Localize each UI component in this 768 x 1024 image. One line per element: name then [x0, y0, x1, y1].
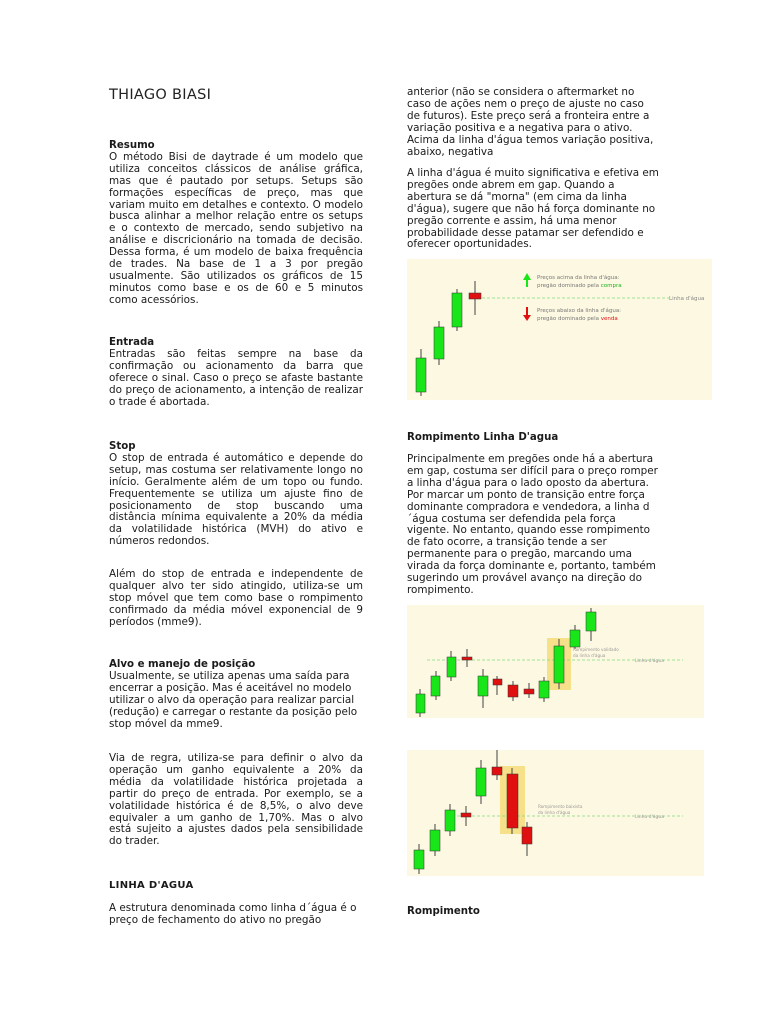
candle-bear: [524, 689, 534, 694]
candle-bear: [508, 685, 518, 697]
below-caption-2: pregão dominado pela venda: [537, 316, 618, 322]
note-line-2: da linha d'água: [573, 653, 606, 658]
candlestick-illustration-2: [407, 605, 704, 718]
candle-bear: [522, 827, 532, 844]
arrow-down-icon: [523, 315, 531, 321]
candle-bear: [493, 679, 502, 685]
linha-dagua-label: Linha d'água: [635, 815, 664, 820]
heading-resumo: Resumo: [109, 140, 155, 151]
arrow-up-icon: [523, 273, 531, 280]
candle-bear-breakdown: [507, 774, 518, 828]
candle-bull: [478, 676, 488, 696]
candle-bull: [434, 327, 444, 359]
text-stop: O stop de entrada é automático e depende do setup, mas costuma ser relativamente longo no início. Geralmente além de um topo ou fundo. Frequentemente se utiliza um ajuste fino de posicionamento de stop buscando uma distância mínima equivalente a 20% da média da volatilidade histórica (MVH) do ativo e números redondos.: [109, 451, 363, 548]
candle-bull: [416, 358, 426, 392]
figure-rompimento-altista: [407, 605, 704, 718]
candle-bull: [452, 293, 462, 327]
candlestick-illustration-1: [407, 259, 712, 400]
section-resumo: [109, 140, 363, 307]
candle-bull: [539, 681, 549, 698]
heading-alvo: Alvo e manejo de posição: [109, 659, 256, 670]
candle-bull: [445, 810, 455, 831]
note-line-1: Rompimento validado: [573, 647, 619, 652]
figure-linha-dagua: [407, 259, 712, 400]
candle-bull: [430, 830, 440, 851]
candle-bull: [431, 676, 440, 696]
paragraph-linha-dagua-continued: anterior (não se considera o aftermarket no caso de ações nem o preço de ajuste no caso de futuros). Este preço será a fronteira entre a variação positiva e a negativa para o ativo. Acima da linha d'água temos variação positiva, abaixo, negativa: [407, 86, 654, 158]
candlestick-illustration-3: [407, 750, 704, 876]
linha-dagua-label: Linha d'água: [635, 659, 664, 664]
candle-bear: [462, 657, 472, 660]
candle-bull: [414, 850, 424, 869]
text-entrada: Entradas são feitas sempre na base da confirmação ou acionamento da barra que oferece o sinal. Caso o preço se afaste bastante do preço de acionamento, a intenção de realizar o trade é abortada.: [109, 347, 363, 408]
section-alvo: [109, 659, 363, 730]
candle-bull: [476, 768, 486, 796]
paragraph-rompimento-linha-dagua: Principalmente em pregões onde há a abertura em gap, costuma ser difícil para o preço romper a linha d'água para o lado oposto da abertura. Por marcar um ponto de transição entre força dominante compradora e vendedora, a linha d´água costuma ser defendida pela força vigente. No entanto, quando esse rompimento de fato ocorre, a transição tende a ser permanente para o pregão, marcando uma virada da força dominante e, portanto, também sugerindo um provável avanço na direção do rompimento.: [407, 453, 658, 596]
heading-entrada: Entrada: [109, 337, 155, 348]
document-title: THIAGO BIASI: [109, 87, 212, 103]
heading-rompimento: Rompimento: [407, 906, 480, 917]
above-caption-2: pregão dominado pela compra: [537, 283, 622, 289]
text-resumo: O método Bisi de daytrade é um modelo que utiliza conceitos clássicos de análise gráfica, mas que é pautado por setups. Setups são formações específicas de preço, mas que variam muito em detalhes e contexto. O modelo busca alinhar a melhor relação entre os setups e o contexto de mercado, sendo subjetivo na análise e discricionário na tomada de decisão. Dessa forma, é um modelo de baixa frequência de trades. Na base de 1 a 3 por pregão usualmente. São utilizados os gráficos de 15 minutos como base e os de 60 e 5 minutos como acessórios.: [109, 150, 363, 306]
heading-rompimento-linha-dagua: Rompimento Linha D'agua: [407, 432, 559, 443]
text-linha-dagua: A estrutura denominada como linha d´água é o preço de fechamento do ativo no pregão: [109, 902, 357, 926]
note-line-1: Rompimento baixista: [538, 804, 583, 809]
candle-bull-breakout: [554, 646, 564, 683]
above-caption-1: Preços acima da linha d'água:: [537, 275, 620, 281]
candle-bull: [586, 612, 596, 631]
linha-dagua-label: Linha d'água: [669, 296, 705, 302]
figure-rompimento-baixista: [407, 750, 704, 876]
paragraph-stop-movel: Além do stop de entrada e independente de qualquer alvo ter sido atingido, utiliza-se um stop móvel que tem como base o rompimento confirmado da média móvel exponencial de 9 períodos (mme9).: [109, 568, 363, 628]
arrow-down-stem: [526, 307, 528, 315]
note-line-2: da linha d'água: [538, 810, 571, 815]
candle-bear: [492, 767, 502, 775]
candle-bull: [416, 694, 425, 713]
heading-stop: Stop: [109, 441, 136, 452]
paragraph-linha-dagua-gap: A linha d'água é muito significativa e efetiva em pregões onde abrem em gap. Quando a abertura se dá "morna" (em cima da linha d'água), sugere que não há força dominante no pregão corrente e assim, há uma menor probabilidade desse patamar ser defendido e oferecer oportunidades.: [407, 167, 659, 251]
paragraph-alvo-regra: Via de regra, utiliza-se para definir o alvo da operação um ganho equivalente a 20% da média da volatilidade histórica projetada a partir do preço de entrada. Por exemplo, se a volatilidade histórica é de 8,5%, o alvo deve equivaler a um ganho de 1,70%. Mas o alvo está sujeito a ajustes dados pela sensibilidade do trader.: [109, 752, 363, 848]
candle-bear: [461, 813, 471, 817]
heading-linha-dagua: LINHA D'AGUA: [109, 880, 194, 891]
text-alvo: Usualmente, se utiliza apenas uma saída para encerrar a posição. Mas é aceitável no modelo utilizar o alvo da operação para realizar parcial (redução) e carregar o restante da posição pelo stop móvel da mme9.: [109, 669, 358, 730]
candle-bull: [570, 630, 580, 647]
arrow-up-stem: [526, 280, 528, 287]
below-caption-1: Preços abaixo da linha d'água:: [537, 308, 622, 314]
candle-bull: [447, 657, 456, 677]
section-entrada: [109, 337, 363, 408]
section-stop: [109, 441, 363, 548]
candle-bear: [469, 293, 481, 299]
